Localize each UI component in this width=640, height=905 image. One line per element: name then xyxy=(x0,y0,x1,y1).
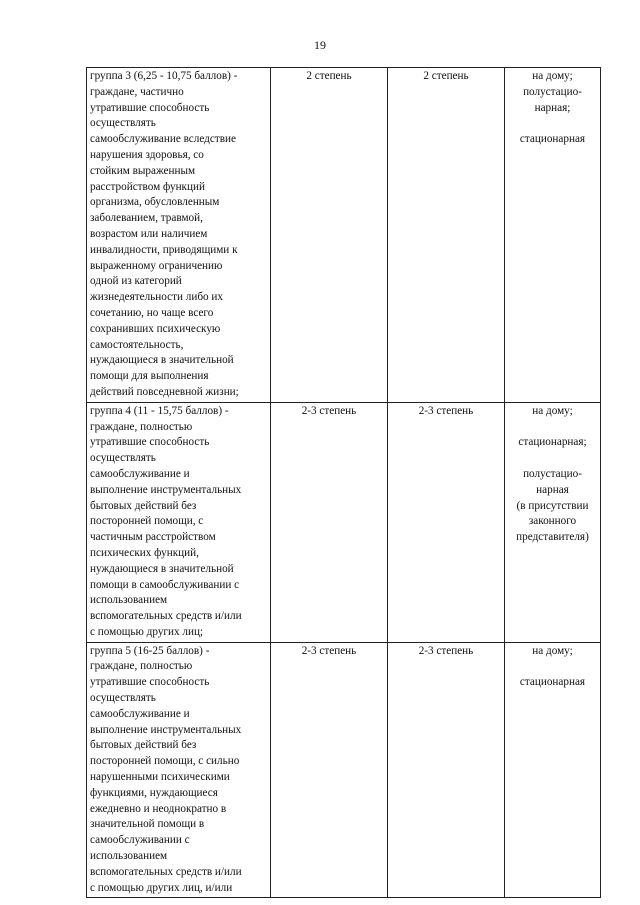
degree-cell: 2 степень xyxy=(271,68,388,403)
group-description: группа 5 (16-25 баллов) - граждане, полностью утратившие способность осуществлять самообслуживание и выполнение инструментальных бытовых действий без посторонней помощи, с сильно нарушенными психическими функциями, нуждающиеся ежедневно и неоднократно в значительной помощи в самообслуживании с использованием вспомогательных средств и/или с помощью других лиц, и/или xyxy=(87,642,271,898)
table-row xyxy=(87,402,601,642)
degree-cell: 2-3 степень xyxy=(271,402,388,642)
table-row xyxy=(87,642,601,898)
group-description: группа 4 (11 - 15,75 баллов) - граждане, полностью утратившие способность осуществлять самообслуживание и выполнение инструментальных бытовых действий без посторонней помощи, с частичным расстройством психических функций, нуждающиеся в значительной помощи в самообслуживании с использованием вспомогательных средств и/или с помощью других лиц; xyxy=(87,402,271,642)
service-forms-cell: на дому; стационарная; полустацио- нарная (в присутствии законного представителя) xyxy=(505,402,601,642)
page-number: 19 xyxy=(314,38,326,52)
service-forms-cell: на дому; полустацио- нарная; стационарная xyxy=(505,68,601,403)
service-forms-cell: на дому; стационарная xyxy=(505,642,601,898)
degree-cell: 2 степень xyxy=(388,68,505,403)
degree-cell: 2-3 степень xyxy=(271,642,388,898)
table-row xyxy=(87,68,601,403)
group-description: группа 3 (6,25 - 10,75 баллов) - граждане, частично утратившие способность осуществлять самообслуживание вследствие нарушения здоровья, со стойким выраженным расстройством функций организма, обусловленным заболеванием, травмой, возрастом или наличием инвалидности, приводящими к выраженному ограничению одной из категорий жизнедеятельности либо их сочетанию, но чаще всего сохранивших психическую самостоятельность, нуждающиеся в значительной помощи для выполнения действий повседневной жизни; xyxy=(87,68,271,403)
degree-cell: 2-3 степень xyxy=(388,642,505,898)
degree-cell: 2-3 степень xyxy=(388,402,505,642)
classification-table xyxy=(86,67,601,898)
